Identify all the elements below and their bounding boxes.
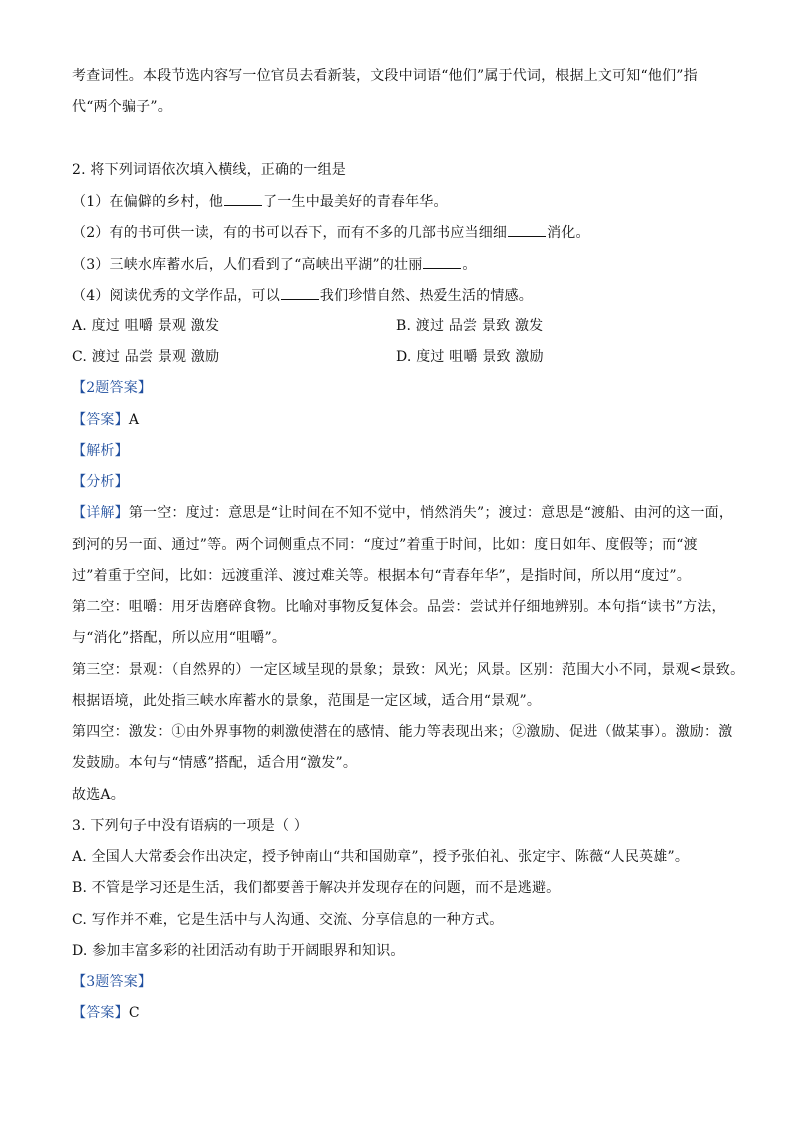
answer-value: A xyxy=(128,412,140,428)
option-d: D. 度过 咀嚼 景致 激励 xyxy=(396,349,544,365)
detail-text: 第一空：度过：意思是“让时间在不知不觉中，悄然消失”；渡过：意思是“渡船、由河的这一面， xyxy=(128,505,734,521)
sentence-text: （4）阅读优秀的文学作品，可以 xyxy=(72,288,280,304)
question-2-sentence-2 xyxy=(72,222,728,243)
option-a: A. 度过 咀嚼 景观 激发 xyxy=(72,318,220,334)
answer-value: C xyxy=(128,1005,140,1021)
fill-blank xyxy=(224,191,262,206)
question-3-answer xyxy=(72,1003,728,1023)
question-3-option-d: D. 参加丰富多彩的社团活动有助于开阔眼界和知识。 xyxy=(72,943,405,959)
detail-line-1 xyxy=(72,503,734,523)
detail-line-4: 第二空：咀嚼：用牙齿磨碎食物。比喻对事物反复体会。品尝：尝试并仔细地辨别。本句指“读书”方法， xyxy=(72,599,726,615)
sentence-text: （2）有的书可供一读，有的书可以吞下，而有不多的几部书应当细细 xyxy=(72,225,508,241)
sentence-text: （3）三峡水库蓄水后，人们看到了“高峡出平湖”的壮丽 xyxy=(72,257,423,273)
detail-line-2: 到河的另一面、通过”等。两个词侧重点不同：“度过”着重于时间，比如：度日如年、度假等；而“渡 xyxy=(72,537,698,553)
detail-line-8: 第四空：激发：①由外界事物的刺激使潜在的感情、能力等表现出来；②激励、促进（做某事）。激励：激 xyxy=(72,724,733,740)
option-c: C. 渡过 品尝 景观 激励 xyxy=(72,349,220,365)
fill-blank xyxy=(423,254,461,269)
intro-line-2: 代“两个骗子”。 xyxy=(72,99,172,115)
sentence-text: 。 xyxy=(462,257,477,273)
question-3-option-a: A. 全国人大常委会作出决定，授予钟南山“共和国勋章”，授予张伯礼、张定宇、陈薇“人民英雄”。 xyxy=(72,849,690,865)
question-3-option-b: B. 不管是学习还是生活，我们都要善于解决并发现存在的问题，而不是逃避。 xyxy=(72,880,561,896)
sentence-text: （1）在偏僻的乡村，他 xyxy=(72,194,224,210)
detail-line-10: 故选A。 xyxy=(72,787,125,803)
detail-line-7: 根据语境，此处指三峡水库蓄水的景象，范围是一定区域，适合用“景观”。 xyxy=(72,693,542,709)
fill-blank xyxy=(281,285,319,300)
question-2-sentence-1 xyxy=(72,191,728,212)
detail-line-3: 过”着重于空间，比如：远渡重洋、渡过难关等。根据本句“青春年华”，是指时间，所以用“度过”。 xyxy=(72,568,691,584)
sentence-text: 消化。 xyxy=(547,225,590,241)
question-2-answer-section: 【2题答案】 xyxy=(72,380,153,396)
question-3-stem: 3. 下列句子中没有语病的一项是（ ） xyxy=(72,818,309,834)
answer-tag: 【答案】 xyxy=(72,1005,129,1021)
detail-line-5: 与“消化”搭配，所以应用“咀嚼”。 xyxy=(72,630,287,646)
question-3-answer-section: 【3题答案】 xyxy=(72,974,153,990)
fenxi-tag: 【分析】 xyxy=(72,474,129,490)
analysis-tag: 【解析】 xyxy=(72,443,129,459)
fill-blank xyxy=(508,222,546,237)
detail-line-9: 发鼓励。本句与“情感”搭配，适合用“激发”。 xyxy=(72,755,358,771)
detail-line-6: 第三空：景观：（自然界的）一定区域呈现的景象；景致：风光；风景。区别：范围大小不同，景观<景致。 xyxy=(72,662,745,678)
answer-tag: 【答案】 xyxy=(72,412,129,428)
question-2-sentence-3 xyxy=(72,254,728,275)
sentence-text: 了一生中最美好的青春年华。 xyxy=(263,194,448,210)
question-3-option-c: C. 写作并不难，它是生活中与人沟通、交流、分享信息的一种方式。 xyxy=(72,912,504,928)
intro-line-1: 考查词性。本段节选内容写一位官员去看新装，文段中词语“他们”属于代词，根据上文可知“他们”指 xyxy=(72,68,698,84)
question-2-answer xyxy=(72,410,728,430)
question-2-sentence-4 xyxy=(72,285,728,306)
detail-tag: 【详解】 xyxy=(72,505,129,521)
question-2-stem: 2. 将下列词语依次填入横线，正确的一组是 xyxy=(72,162,347,178)
option-b: B. 渡过 品尝 景致 激发 xyxy=(396,318,544,334)
sentence-text: 我们珍惜自然、热爱生活的情感。 xyxy=(319,288,533,304)
